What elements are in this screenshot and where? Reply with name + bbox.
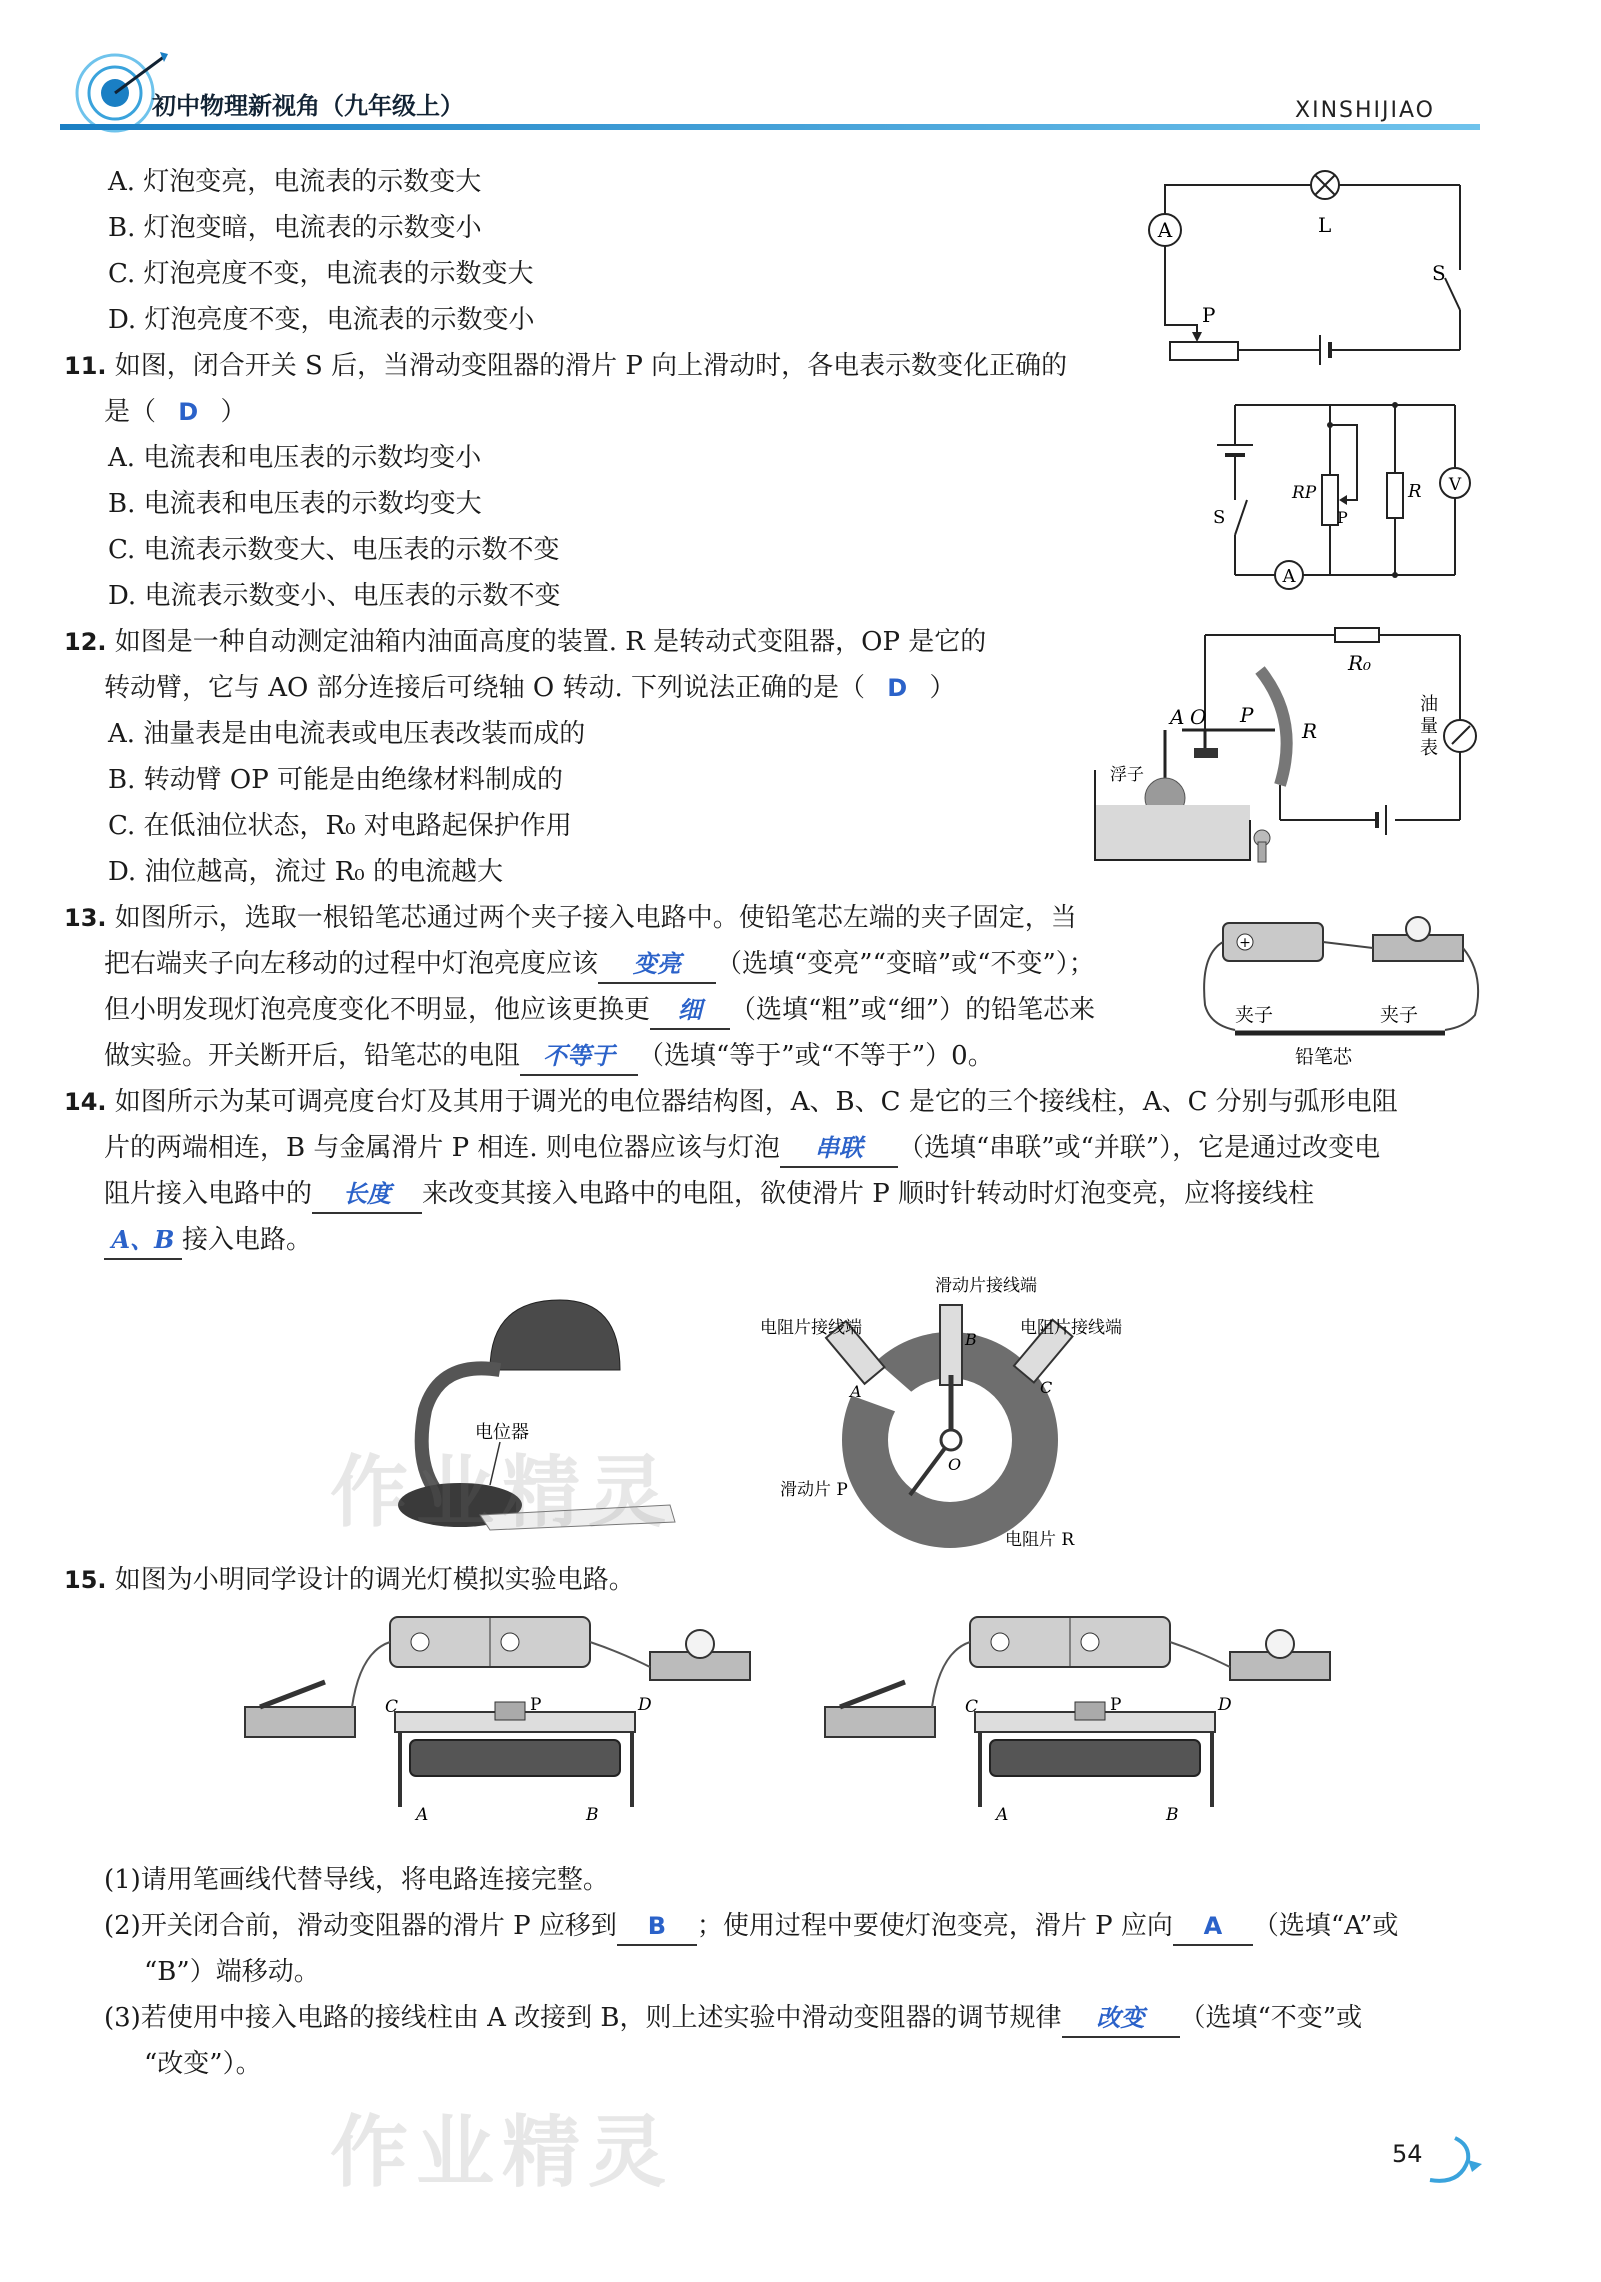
svg-text:R₀: R₀ [1348, 651, 1372, 675]
q12-option-d: D. 油位越高，流过 R₀ 的电流越大 [108, 857, 503, 887]
svg-text:电阻片接线端: 电阻片接线端 [1020, 1318, 1122, 1338]
bulb-icon [1406, 917, 1430, 941]
q12-answer: D [887, 674, 908, 702]
svg-text:A: A [996, 1805, 1009, 1825]
svg-text:P: P [530, 1695, 542, 1715]
rheostat-coil [410, 1740, 620, 1776]
svg-text:RP: RP [1292, 483, 1317, 503]
q15-circuit-figure-left [240, 1612, 760, 1837]
svg-text:夹子: 夹子 [1235, 1004, 1274, 1026]
q14-line4-post: 接入电路。 [182, 1225, 313, 1255]
svg-text:S: S [1432, 261, 1446, 285]
svg-text:R: R [1408, 481, 1422, 502]
q12-option-c: C. 在低油位状态，R₀ 对电路起保护作用 [108, 811, 572, 841]
q14-line3-pre: 阻片接入电路中的 [104, 1179, 313, 1209]
svg-text:滑动片 P: 滑动片 P [780, 1480, 848, 1500]
q15-part2-post: （选填“A”或 [1252, 1911, 1399, 1941]
svg-text:A: A [416, 1805, 429, 1825]
q14-line1 [64, 1084, 1398, 1120]
q11-option-d: D. 电流表示数变小、电压表的示数不变 [108, 581, 561, 611]
q15-part3-line2: “改变”）。 [144, 2049, 262, 2079]
q15-stem [64, 1562, 635, 1598]
q15-part3-answer: 改变 [1062, 2000, 1180, 2038]
q11-stem1: 如图，闭合开关 S 后，当滑动变阻器的滑片 P 向上滑动时，各电表示数变化正确的 [114, 351, 1068, 381]
svg-text:C: C [965, 1697, 979, 1717]
q15-part2-pre: (2)开关闭合前，滑动变阻器的滑片 P 应移到 [104, 1911, 617, 1941]
q14-line3 [104, 1176, 1314, 1214]
q10-option-d: D. 灯泡亮度不变，电流表的示数变小 [108, 305, 535, 335]
q12-stem2-pre: 转动臂，它与 AO 部分连接后可绕轴 O 转动. 下列说法正确的是（ [104, 673, 865, 703]
q15-part2-answer1: B [617, 1908, 697, 1946]
q14-line4 [104, 1222, 312, 1260]
svg-text:+: + [1239, 935, 1251, 951]
svg-text:电阻片 R: 电阻片 R [1005, 1530, 1075, 1550]
q11-stem-line1 [64, 348, 1067, 384]
q13-line2-pre: 把右端夹子向左移动的过程中灯泡亮度应该 [104, 949, 599, 979]
q11-number: 11. [64, 352, 107, 380]
q11-circuit-figure [1195, 395, 1485, 600]
q13-answer1: 变亮 [598, 946, 716, 984]
svg-text:表: 表 [1420, 738, 1438, 759]
rheostat-coil [990, 1740, 1200, 1776]
svg-text:C: C [385, 1697, 399, 1717]
q15-part2-mid: ；使用过程中要使灯泡变亮，滑片 P 应向 [696, 1911, 1173, 1941]
svg-text:A: A [1157, 218, 1173, 242]
q11-option-b: B. 电流表和电压表的示数均变大 [108, 489, 482, 519]
q12-oil-gauge-figure [1090, 620, 1490, 890]
svg-text:油: 油 [1420, 694, 1438, 715]
q14-potentiometer-figure [740, 1265, 1150, 1565]
svg-text:铅笔芯: 铅笔芯 [1295, 1046, 1353, 1068]
svg-text:夹子: 夹子 [1380, 1004, 1419, 1026]
q10-option-a: A. 灯泡变亮，电流表的示数变大 [108, 167, 482, 197]
q10-option-c: C. 灯泡亮度不变，电流表的示数变大 [108, 259, 534, 289]
q13-pencil-lead-figure [1195, 915, 1485, 1075]
q12-stem-line1 [64, 624, 986, 660]
q15-part3-post: （选填“不变”或 [1179, 2003, 1363, 2033]
svg-text:电阻片接线端: 电阻片接线端 [760, 1318, 862, 1338]
q12-stem2-post: ） [929, 673, 956, 703]
watermark-mid: 作业精灵 [330, 1448, 675, 1538]
q14-answer1: 串联 [780, 1130, 898, 1168]
svg-text:浮子: 浮子 [1110, 765, 1144, 785]
svg-text:L: L [1318, 213, 1332, 237]
q13-answer3: 不等于 [520, 1038, 638, 1076]
switch-icon [245, 1707, 355, 1737]
page-number: 54 [1392, 2140, 1423, 2168]
q13-line3-pre: 但小明发现灯泡亮度变化不明显，他应该更换更 [104, 995, 651, 1025]
q11-stem2-pre: 是（ [104, 397, 157, 427]
q14-number: 14. [64, 1088, 107, 1116]
q13-line3 [104, 992, 1095, 1030]
q15-part2-line1 [104, 1908, 1398, 1946]
svg-text:R: R [1302, 719, 1318, 743]
q14-line2-pre: 片的两端相连，B 与金属滑片 P 相连. 则电位器应该与灯泡 [104, 1133, 780, 1163]
svg-text:A: A [850, 1382, 862, 1401]
svg-text:B: B [586, 1805, 599, 1825]
svg-text:A: A [1170, 705, 1185, 729]
svg-text:A: A [1282, 566, 1296, 587]
q11-stem2-post: ） [220, 397, 247, 427]
svg-text:B: B [965, 1330, 977, 1349]
q14-line1-text: 如图所示为某可调亮度台灯及其用于调光的电位器结构图，A、B、C 是它的三个接线柱，A、C 分别与弧形电阻 [114, 1087, 1398, 1117]
q14-line3-post: 来改变其接入电路中的电阻，欲使滑片 P 顺时针转动时灯泡变亮，应将接线柱 [422, 1179, 1315, 1209]
q13-answer2: 细 [650, 992, 730, 1030]
q10-option-b: B. 灯泡变暗，电流表的示数变小 [108, 213, 482, 243]
svg-text:量: 量 [1420, 716, 1438, 737]
svg-text:P: P [1110, 1695, 1122, 1715]
q11-stem-line2 [104, 394, 246, 430]
q12-stem1: 如图是一种自动测定油箱内油面高度的装置. R 是转动式变阻器，OP 是它的 [114, 627, 987, 657]
q11-option-c: C. 电流表示数变大、电压表的示数不变 [108, 535, 560, 565]
q11-answer: D [178, 398, 199, 426]
switch-icon [825, 1707, 935, 1737]
q15-number: 15. [64, 1566, 107, 1594]
bulb-icon [686, 1630, 714, 1658]
header-bar [60, 124, 1480, 130]
q13-line3-post: （选填“粗”或“细”）的铅笔芯来 [730, 995, 1096, 1025]
q15-circuit-figure-right [820, 1612, 1340, 1837]
q13-line4-post: （选填“等于”或“不等于”）0。 [638, 1041, 994, 1071]
svg-text:S: S [1213, 507, 1226, 528]
svg-text:C: C [1040, 1378, 1053, 1397]
svg-text:O: O [1190, 705, 1207, 729]
q15-part1: (1)请用笔画线代替导线，将电路连接完整。 [104, 1865, 609, 1895]
svg-text:电位器: 电位器 [475, 1422, 529, 1443]
svg-text:B: B [1166, 1805, 1179, 1825]
q11-option-a: A. 电流表和电压表的示数均变小 [108, 443, 482, 473]
q15-part2-answer2: A [1173, 1908, 1253, 1946]
svg-text:V: V [1448, 475, 1462, 495]
brand-name: XINSHIJIAO [1295, 98, 1435, 123]
svg-text:D: D [638, 1695, 652, 1715]
q12-stem-line2 [104, 670, 955, 706]
svg-text:D: D [1218, 1695, 1232, 1715]
q14-line2 [104, 1130, 1380, 1168]
page-corner-arrow-icon [1420, 2130, 1490, 2190]
svg-text:P: P [1337, 508, 1348, 527]
watermark-bottom: 作业精灵 [330, 2108, 675, 2198]
q13-line2 [104, 946, 1095, 984]
bulb-icon [1266, 1630, 1294, 1658]
q13-line2-post: （选填“变亮”“变暗”或“不变”）； [716, 949, 1095, 979]
q13-line1-text: 如图所示，选取一根铅笔芯通过两个夹子接入电路中。使铅笔芯左端的夹子固定，当 [114, 903, 1077, 933]
q15-part3-pre: (3)若使用中接入电路的接线柱由 A 改接到 B，则上述实验中滑动变阻器的调节规律 [104, 2003, 1062, 2033]
q15-part2-line2: “B”）端移动。 [144, 1957, 320, 1987]
q14-answer3: A、B [104, 1222, 182, 1260]
book-title: 初中物理新视角（九年级上） [152, 92, 464, 120]
svg-text:P: P [1202, 303, 1216, 327]
svg-text:滑动片接线端: 滑动片接线端 [935, 1276, 1037, 1296]
q10-circuit-figure [1140, 160, 1480, 380]
q12-option-a: A. 油量表是由电流表或电压表改装而成的 [108, 719, 586, 749]
q15-stem-text: 如图为小明同学设计的调光灯模拟实验电路。 [114, 1565, 635, 1595]
q12-option-b: B. 转动臂 OP 可能是由绝缘材料制成的 [108, 765, 563, 795]
svg-text:P: P [1240, 703, 1254, 727]
q13-line1 [64, 900, 1077, 936]
q13-number: 13. [64, 904, 107, 932]
svg-text:O: O [948, 1455, 962, 1474]
q13-line4-pre: 做实验。开关断开后，铅笔芯的电阻 [104, 1041, 521, 1071]
q13-line4 [104, 1038, 994, 1076]
q15-part3-line1 [104, 2000, 1362, 2038]
q14-line2-post: （选填“串联”或“并联”），它是通过改变电 [897, 1133, 1381, 1163]
q12-number: 12. [64, 628, 107, 656]
q14-answer2: 长度 [312, 1176, 422, 1214]
